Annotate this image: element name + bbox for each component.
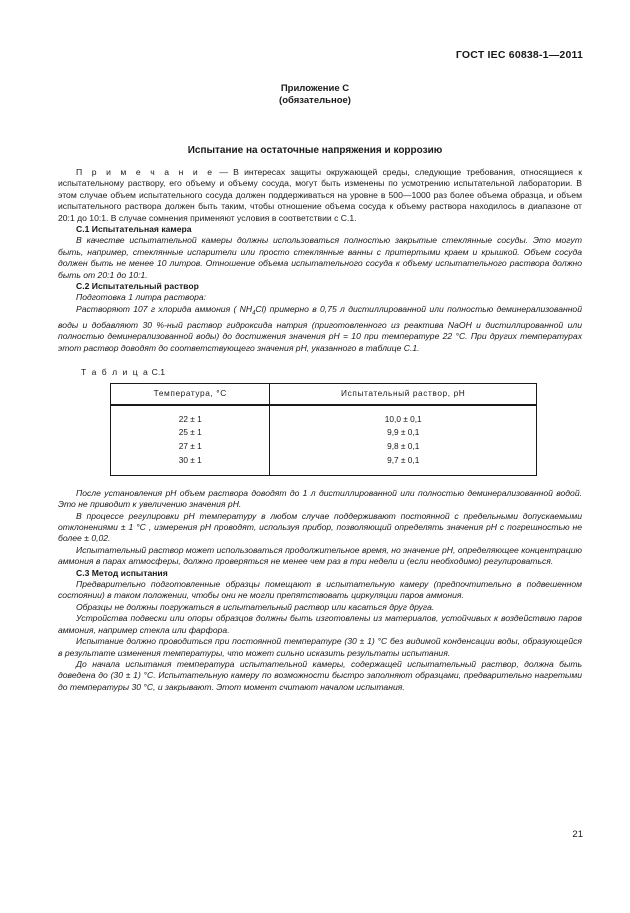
after-table-p3: Испытательный раствор может использоваться продолжительное время, но значение pH, определяющее концентрацию аммония в парах атмосферы, должно проверяться не менее чем раз в три недели и (если необходимо) регулироваться.: [58, 544, 582, 567]
c3-heading: С.3 Метод испытания: [76, 567, 168, 578]
ph-value: 9,7 ± 0,1: [387, 455, 420, 466]
after-table-block: [58, 488, 582, 568]
temperature-cell: [111, 405, 270, 476]
ph-table: [110, 383, 537, 476]
ph-value: 9,9 ± 0,1: [387, 427, 420, 438]
note-label: П р и м е ч а н и е: [76, 167, 215, 177]
note-paragraph: [58, 167, 582, 224]
ph-value: 10,0 ± 0,1: [384, 413, 422, 424]
c2-text-a: Растворяют 107 г хлорида аммония ( NH: [76, 303, 253, 314]
section-title: Испытание на остаточные напряжения и коррозию: [187, 145, 443, 156]
table-header-temperature: Температура, °С: [111, 383, 270, 405]
c3-p3: Устройства подвески или опоры образцов должны быть изготовлены из материалов, устойчивых к воздействию паров аммония, например стекла или фарфора.: [58, 613, 582, 635]
appendix-status: (обязательное): [279, 95, 351, 106]
c2-heading: С.2 Испытательный раствор: [76, 281, 199, 292]
table-number: С.1: [149, 367, 166, 378]
c2-text-b: Cl) примерно в 0,75 л дистиллированной или полностью деминерализованной воды и добавляют 30 %-ный раствор гидроксида натрия (приготовленного из реактива NaOH и дистиллированной или полностью деминерализованной воды) до достижения значения pH = 10 при температуре 22 °С. При других температурах этот раствор доводят до соответствующего значения pH, указанного в таблице С.1.: [58, 303, 582, 353]
c2-prep: Подготовка 1 литра раствора:: [76, 292, 207, 303]
document-body: [58, 167, 582, 693]
c3-p2: Образцы не должны погружаться в испытательный раствор или касаться друг друга.: [76, 601, 435, 612]
standard-designation: ГОСТ IEC 60838-1—2011: [455, 49, 583, 61]
c3-p1: Предварительно подготовленные образцы помещают в испытательную камеру (предпочтительно в подвешенном состоянии) в таком положении, чтобы они не могли препятствовать циркуляции паров аммония.: [58, 579, 582, 601]
temperature-value: 25 ± 1: [178, 427, 202, 438]
c2-text: [58, 304, 582, 354]
ph-cell: [270, 405, 537, 476]
after-table-p2: В процессе регулировки pH температуру в любом случае поддерживают постоянной с предельными допускаемыми отклонениями ± 1 °С , измерения pH проводят, используя прибор, позволяющий определять значения pH с погрешностью не более ± 0,02.: [58, 510, 582, 544]
c3-p4: Испытание должно проводиться при постоянной температуре (30 ± 1) °С без видимой конденсации воды, образующейся в результате изменения температуры, что может сильно исказить результаты испытания.: [58, 636, 582, 658]
note-text: — В интересах защиты окружающей среды, следующие требования, относящиеся к испытательному раствору, его объему и объему сосуда, могут быть изменены по усмотрению испытательной лаборатории. В этом случае объем испытательного сосуда должен поддерживаться на уровне в 500—1000 раз более объема образца, и объем испытательного раствора должен быть таким, чтобы отношение объема сосуда к объему раствора находилось в диапазоне от 20:1 до 10:1. В случае сомнения применяют условия в соответствии с С.1.: [58, 167, 582, 223]
page-number: 21: [572, 829, 583, 840]
c2-text-sub: 4: [252, 310, 256, 317]
c3-p5: До начала испытания температура испытательной камеры, содержащей испытательный раствор, должна быть доведена до (30 ± 1) °С. Испытательную камеру по возможности быстро заполняют образцами, предварительно нагретыми до температуры 30 °С, и закрывают. Этот момент считают началом испытания.: [58, 658, 582, 692]
appendix-title: Приложение С: [280, 83, 350, 94]
table-label: Т а б л и ц а: [81, 367, 150, 378]
table-caption: [81, 367, 582, 378]
c1-text: В качестве испытательной камеры должны использоваться полностью закрытые стеклянные сосуды. Это могут быть, например, стеклянные испарители или просто стеклянные ванны с притертыми краем и крышкой. Объем сосуда должен быть не менее 10 литров. Отношение объема испытательного сосуда к объему испытательного раствора должно быть от 20:1 до 10:1.: [58, 235, 582, 280]
table-header-ph: Испытательный раствор, pH: [270, 383, 537, 405]
c1-heading: С.1 Испытательная камера: [76, 224, 192, 235]
temperature-value: 22 ± 1: [178, 413, 202, 424]
table-header-row: [111, 383, 537, 405]
temperature-value: 30 ± 1: [178, 455, 202, 466]
after-table-p1: После установления pH объем раствора доводят до 1 л дистиллированной или полностью деминерализованной водой. Это не приводит к увеличению значения pH.: [58, 487, 582, 510]
table-row: [111, 405, 537, 476]
ph-value: 9,8 ± 0,1: [387, 441, 420, 452]
temperature-value: 27 ± 1: [178, 441, 202, 452]
